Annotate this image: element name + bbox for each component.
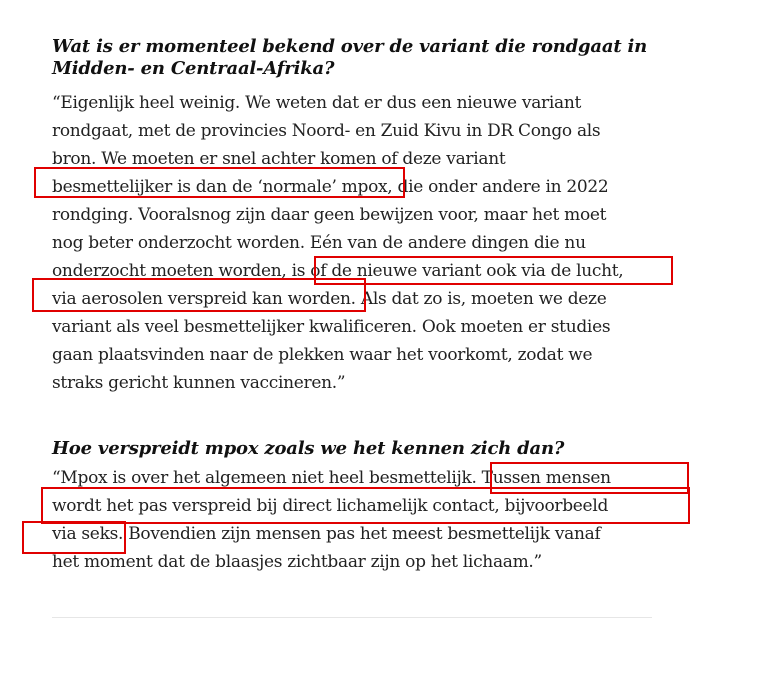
paragraph-line: rondgaat, met de provincies Noord- en Zuid Kivu in DR Congo als <box>52 121 601 141</box>
answer-paragraph-2 <box>52 464 662 576</box>
question-heading-1: Wat is er momenteel bekend over de variant die rondgaat in Midden- en Centraal-Afrika? <box>52 36 648 79</box>
article-divider <box>52 617 652 618</box>
paragraph-line: bron. We moeten er snel achter komen of deze variant <box>52 149 506 169</box>
paragraph-line: besmettelijker is dan de ‘normale’ mpox, die onder andere in 2022 <box>52 177 609 197</box>
paragraph-line: wordt het pas verspreid bij direct lichamelijk contact, bijvoorbeeld <box>52 496 609 516</box>
question-heading-2: Hoe verspreidt mpox zoals we het kennen zich dan? <box>52 438 565 459</box>
paragraph-line: variant als veel besmettelijker kwalificeren. Ook moeten er studies <box>52 317 611 337</box>
paragraph-line: “Mpox is over het algemeen niet heel besmettelijk. Tussen mensen <box>52 468 611 488</box>
answer-paragraph-1 <box>52 89 662 397</box>
paragraph-line: via aerosolen verspreid kan worden. Als dat zo is, moeten we deze <box>52 289 607 309</box>
paragraph-line: gaan plaatsvinden naar de plekken waar het voorkomt, zodat we <box>52 345 593 365</box>
paragraph-line: onderzocht moeten worden, is of de nieuwe variant ook via de lucht, <box>52 261 624 281</box>
paragraph-line: nog beter onderzocht worden. Eén van de andere dingen die nu <box>52 233 586 253</box>
paragraph-line: straks gericht kunnen vaccineren.” <box>52 373 346 393</box>
paragraph-line: rondging. Vooralsnog zijn daar geen bewijzen voor, maar het moet <box>52 205 607 225</box>
paragraph-line: via seks. Bovendien zijn mensen pas het meest besmettelijk vanaf <box>52 524 601 544</box>
paragraph-line: “Eigenlijk heel weinig. We weten dat er dus een nieuwe variant <box>52 93 582 113</box>
paragraph-line: het moment dat de blaasjes zichtbaar zijn op het lichaam.” <box>52 552 542 572</box>
